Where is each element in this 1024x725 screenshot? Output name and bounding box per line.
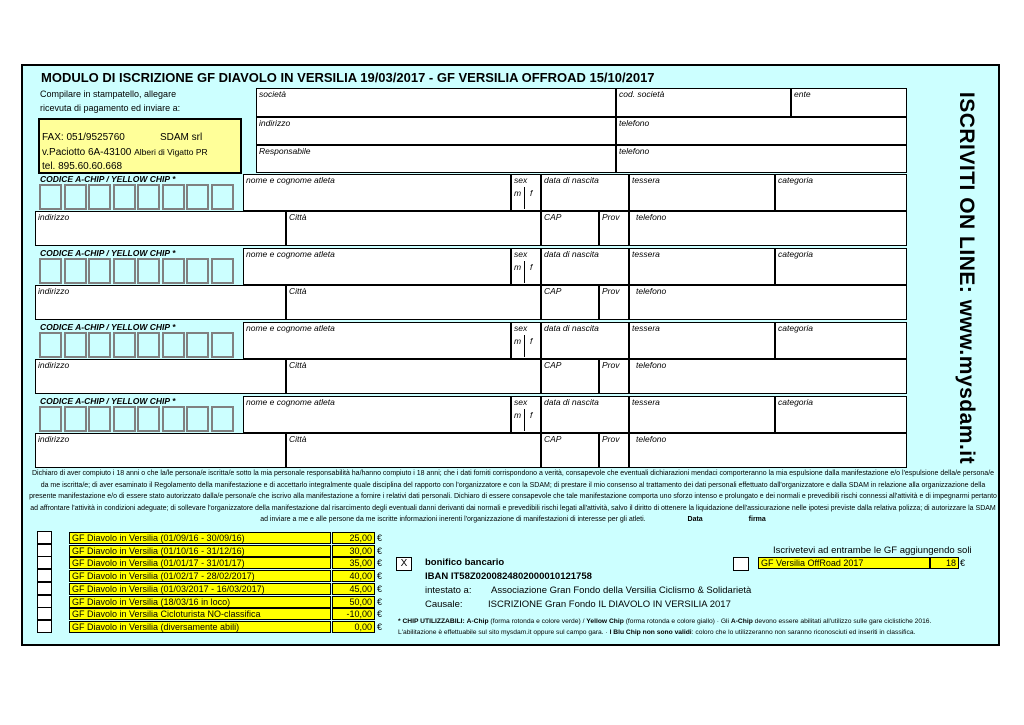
ente-label: ente — [794, 89, 811, 99]
athlete-card-field-2[interactable] — [629, 248, 775, 285]
beneficiary-label: intestato a: — [425, 585, 472, 596]
athlete-name-label: nome e cognome atleta — [246, 323, 335, 333]
price-option-checkbox-4[interactable] — [37, 569, 52, 582]
chip-code-digit-4-5[interactable] — [137, 406, 160, 432]
athlete-address-label: indirizzo — [38, 360, 70, 370]
contact-tel: tel. 895.60.60.668 — [42, 161, 123, 172]
chip-code-digit-4-7[interactable] — [186, 406, 209, 432]
price-option-label: GF Diavolo in Versilia (01/09/16 - 30/09/16) — [69, 532, 331, 544]
chip-code-digit-3-4[interactable] — [113, 332, 136, 358]
chip-code-digit-2-6[interactable] — [162, 258, 185, 284]
chip-code-digit-3-8[interactable] — [211, 332, 234, 358]
athlete-card-field-1[interactable] — [629, 174, 775, 211]
chip-code-digit-4-6[interactable] — [162, 406, 185, 432]
athlete-prov-label: Prov — [602, 212, 620, 222]
athlete-sex-label: sex — [514, 397, 528, 407]
beneficiary-name: Associazione Gran Fondo della Versilia Ciclismo & Solidarietà — [491, 585, 752, 596]
society-name-label: società — [259, 89, 286, 99]
chip-code-label: CODICE A-CHIP / YELLOW CHIP * — [40, 396, 176, 406]
chip-code-digit-1-5[interactable] — [137, 184, 160, 210]
athlete-card-label: tessera — [632, 323, 660, 333]
price-option-amount: 40,00 — [332, 570, 375, 582]
athlete-sex-m: m — [514, 188, 522, 198]
athlete-city-label: Città — [289, 360, 307, 370]
athlete-category-field-3[interactable] — [775, 322, 907, 359]
chip-code-digit-1-2[interactable] — [64, 184, 87, 210]
price-option-euro: € — [377, 621, 383, 632]
online-signup-banner — [941, 88, 991, 468]
offroad-option: GF Versilia OffRoad 2017 — [758, 557, 930, 569]
society-address-label: indirizzo — [259, 118, 291, 128]
online-signup-text: ISCRIVITI ON LINE: www.mysdam.it — [955, 91, 978, 465]
athlete-sex-field-2[interactable] — [511, 248, 541, 285]
athlete-phone-field-2[interactable] — [629, 285, 907, 320]
athlete-sex-field-4[interactable] — [511, 396, 541, 433]
athlete-prov-label: Prov — [602, 286, 620, 296]
chip-code-digit-4-2[interactable] — [64, 406, 87, 432]
athlete-category-field-4[interactable] — [775, 396, 907, 433]
date-label: Data — [687, 516, 703, 523]
contact-address-rest: Alberi di Vigatto PR — [134, 147, 208, 157]
society-code-label: cod. società — [619, 89, 665, 99]
price-option-amount: -10,00 — [332, 608, 375, 620]
athlete-birth-field-3[interactable] — [541, 322, 629, 359]
chip-code-digit-4-8[interactable] — [211, 406, 234, 432]
chip-note-bluchip: I Blu Chip non sono validi — [609, 629, 692, 636]
athlete-cap-field-3[interactable] — [541, 359, 599, 394]
athlete-card-label: tessera — [632, 175, 660, 185]
chip-code-digit-3-7[interactable] — [186, 332, 209, 358]
athlete-cap-label: CAP — [544, 212, 562, 222]
responsible-field[interactable] — [256, 145, 616, 173]
price-option-checkbox-6[interactable] — [37, 595, 52, 608]
athlete-category-label: categoria — [778, 397, 813, 407]
bank-transfer-checkbox[interactable]: X — [396, 557, 412, 571]
chip-code-digit-4-4[interactable] — [113, 406, 136, 432]
intro-text-line2: ricevuta di pagamento ed inviare a: — [40, 103, 181, 113]
price-option-euro: € — [377, 609, 383, 620]
society-phone-field[interactable] — [616, 117, 907, 145]
intro-text-line1: Compilare in stampatello, allegare — [40, 89, 177, 99]
athlete-phone-label: telefono — [636, 212, 667, 222]
athlete-sex-label: sex — [514, 323, 528, 333]
chip-code-label: CODICE A-CHIP / YELLOW CHIP * — [40, 174, 176, 184]
athlete-cap-label: CAP — [544, 286, 562, 296]
disclaimer-body: Dichiaro di aver compiuto i 18 anni o che la/le persona/e iscritta/e sotto la mia personale responsabilità ha/hanno compiuto i 18 anni; che i dati forniti corrispondono a verità, consapevole che eventuali dichiarazioni mendaci comporteranno la mia espulsione dalla manifestazione e/o l'espulsione della/e persona/e da me iscritta/e; di aver esaminato il Regolamento della manifestazione e di accettarlo integralmente quale disciplina del rapporto con l'organizzatore e con la SDAM; di prestare il mio consenso al trattamento dei dati personali effettuato dall'organizzatore e dalla SDAM in relazione alla organizzazione della presente manifestazione e/o di essere stato autorizzato dalla/e persona/e che iscrivo alla manifestazione a fornire i relativi dati personali. Dichiaro di essere consapevole che tale manifestazione comporta uno sforzo intenso e prolungato e dei normali e prevedibili rischi connessi all'attività e di impegnarmi pertanto ad affrontare l'attività in condizioni adeguate; di sollevare l'organizzatore della manifestazione dal risarcimento degli eventuali danni derivanti dai normali e prevedibili rischi legati all'attività, salvo il diritto di ottenere la liquidazione dell'assicurazione nelle ipotesi previste dalla relativa polizza; di autorizzare la SDAM ad inviare a me e alle persone da me iscritte informazioni inerenti l'organizzazione di manifestazioni di interesse per gli atleti. — [29, 470, 997, 523]
athlete-phone-field-3[interactable] — [629, 359, 907, 394]
athlete-address-label: indirizzo — [38, 286, 70, 296]
athlete-sex-field-1[interactable] — [511, 174, 541, 211]
athlete-city-label: Città — [289, 286, 307, 296]
chip-code-digit-2-7[interactable] — [186, 258, 209, 284]
athlete-city-field-3[interactable] — [286, 359, 541, 394]
chip-code-digit-1-8[interactable] — [211, 184, 234, 210]
athlete-phone-field-4[interactable] — [629, 433, 907, 468]
athlete-cap-field-1[interactable] — [541, 211, 599, 246]
athlete-phone-label: telefono — [636, 360, 667, 370]
price-option-euro: € — [377, 545, 383, 556]
athlete-cap-label: CAP — [544, 434, 562, 444]
price-option-label: GF Diavolo in Versilia (01/02/17 - 28/02/2017) — [69, 570, 331, 582]
form-title: MODULO DI ISCRIZIONE GF DIAVOLO IN VERSILIA 19/03/2017 - GF VERSILIA OFFROAD 15/10/2017 — [41, 70, 655, 85]
athlete-address-field-2[interactable] — [35, 285, 286, 320]
athlete-birth-label: data di nascita — [544, 323, 599, 333]
chip-code-digit-2-2[interactable] — [64, 258, 87, 284]
athlete-birth-field-2[interactable] — [541, 248, 629, 285]
price-option-checkbox-8[interactable] — [37, 620, 52, 633]
contact-fax: FAX: 051/9525760 — [42, 132, 125, 143]
athlete-card-field-3[interactable] — [629, 322, 775, 359]
chip-code-digit-1-1[interactable] — [39, 184, 62, 210]
chip-code-digit-2-1[interactable] — [39, 258, 62, 284]
athlete-card-label: tessera — [632, 397, 660, 407]
price-option-euro: € — [377, 571, 383, 582]
athlete-category-label: categoria — [778, 323, 813, 333]
contact-box — [38, 118, 242, 174]
athlete-sex-label: sex — [514, 249, 528, 259]
chip-code-label: CODICE A-CHIP / YELLOW CHIP * — [40, 248, 176, 258]
athlete-card-field-4[interactable] — [629, 396, 775, 433]
athlete-card-label: tessera — [632, 249, 660, 259]
athlete-prov-field-1[interactable] — [599, 211, 629, 246]
chip-note-achip-desc: (forma rotonda e colore verde) / — [490, 618, 585, 625]
chip-code-digit-3-3[interactable] — [88, 332, 111, 358]
athlete-address-field-1[interactable] — [35, 211, 286, 246]
chip-code-digit-1-4[interactable] — [113, 184, 136, 210]
athlete-sex-m: m — [514, 410, 522, 420]
athlete-birth-field-1[interactable] — [541, 174, 629, 211]
athlete-birth-field-4[interactable] — [541, 396, 629, 433]
chip-code-digit-3-5[interactable] — [137, 332, 160, 358]
chip-code-label: CODICE A-CHIP / YELLOW CHIP * — [40, 322, 176, 332]
price-option-checkbox-2[interactable] — [37, 544, 52, 557]
athlete-name-field-2[interactable] — [243, 248, 511, 285]
offroad-checkbox[interactable] — [733, 557, 749, 571]
price-option-checkbox-1[interactable] — [37, 531, 52, 544]
price-option-euro: € — [377, 558, 383, 569]
chip-code-digit-2-8[interactable] — [211, 258, 234, 284]
price-option-amount: 30,00 — [332, 545, 375, 557]
price-option-amount: 35,00 — [332, 557, 375, 569]
price-option-euro: € — [377, 583, 383, 594]
chip-code-digit-3-2[interactable] — [64, 332, 87, 358]
athlete-cap-field-4[interactable] — [541, 433, 599, 468]
registration-form — [21, 64, 1000, 646]
society-phone-label: telefono — [619, 118, 650, 128]
chip-code-digit-2-5[interactable] — [137, 258, 160, 284]
chip-code-digit-1-6[interactable] — [162, 184, 185, 210]
society-name-field[interactable] — [256, 88, 616, 117]
athlete-sex-f: f — [530, 262, 533, 272]
offroad-euro: € — [960, 558, 966, 568]
athlete-phone-label: telefono — [636, 434, 667, 444]
chip-note-enable-text: devono essere abilitati all'utilizzo sulle gare ciclistiche 2016. — [754, 618, 932, 625]
society-code-field[interactable] — [616, 88, 791, 117]
price-option-checkbox-7[interactable] — [37, 607, 52, 620]
athlete-name-field-3[interactable] — [243, 322, 511, 359]
athlete-cap-field-2[interactable] — [541, 285, 599, 320]
athlete-birth-label: data di nascita — [544, 249, 599, 259]
price-option-label: GF Diavolo in Versilia (01/01/17 - 31/01/17) — [69, 557, 331, 569]
chip-code-digit-4-1[interactable] — [39, 406, 62, 432]
chip-note-yellowchip-desc: (forma rotonda e colore giallo) · Gli — [625, 618, 730, 625]
price-option-label: GF Diavolo in Versilia Cicloturista NO-classifica — [69, 608, 331, 620]
chip-code-digit-1-7[interactable] — [186, 184, 209, 210]
contact-address-main: v.Paciotto 6A-43100 — [42, 147, 132, 158]
price-option-label: GF Diavolo in Versilia (01/10/16 - 31/12/16) — [69, 545, 331, 557]
price-option-amount: 25,00 — [332, 532, 375, 544]
athlete-category-field-2[interactable] — [775, 248, 907, 285]
chip-note-yellowchip: Yellow Chip — [586, 618, 624, 625]
price-option-amount: 50,00 — [332, 596, 375, 608]
athlete-name-label: nome e cognome atleta — [246, 175, 335, 185]
athlete-sex-f: f — [530, 410, 533, 420]
payment-method: bonifico bancario — [425, 557, 505, 568]
athlete-sex-f: f — [530, 336, 533, 346]
athlete-address-label: indirizzo — [38, 212, 70, 222]
price-option-euro: € — [377, 533, 383, 543]
athlete-phone-label: telefono — [636, 286, 667, 296]
athlete-sex-field-3[interactable] — [511, 322, 541, 359]
athlete-name-label: nome e cognome atleta — [246, 397, 335, 407]
athlete-prov-field-3[interactable] — [599, 359, 629, 394]
athlete-address-field-4[interactable] — [35, 433, 286, 468]
responsible-label: Responsabile — [259, 146, 311, 156]
price-option-checkbox-5[interactable] — [37, 582, 52, 595]
athlete-phone-field-1[interactable] — [629, 211, 907, 246]
athlete-prov-label: Prov — [602, 434, 620, 444]
chip-code-digit-2-4[interactable] — [113, 258, 136, 284]
athlete-name-field-1[interactable] — [243, 174, 511, 211]
iban: IBAN IT58Z0200824802000010121758 — [425, 571, 592, 582]
signature-label: firma — [748, 516, 766, 523]
chip-code-digit-1-3[interactable] — [88, 184, 111, 210]
athlete-sex-f: f — [530, 188, 533, 198]
athlete-sex-m: m — [514, 336, 522, 346]
athlete-address-label: indirizzo — [38, 434, 70, 444]
reason-label: Causale: — [425, 599, 463, 610]
contact-company: SDAM srl — [160, 132, 203, 143]
reason-text: ISCRIZIONE Gran Fondo IL DIAVOLO IN VERSILIA 2017 — [488, 599, 731, 610]
responsible-phone-field[interactable] — [616, 145, 907, 173]
chip-code-digit-2-3[interactable] — [88, 258, 111, 284]
athlete-category-field-1[interactable] — [775, 174, 907, 211]
athlete-sex-label: sex — [514, 175, 528, 185]
price-option-label: GF Diavolo in Versilia (diversamente abili) — [69, 621, 331, 633]
chip-code-digit-3-6[interactable] — [162, 332, 185, 358]
chip-code-digit-3-1[interactable] — [39, 332, 62, 358]
disclaimer-text — [29, 468, 997, 526]
society-address-field[interactable] — [256, 117, 616, 145]
price-option-checkbox-3[interactable] — [37, 556, 52, 569]
athlete-prov-field-4[interactable] — [599, 433, 629, 468]
chip-note-achip: A-Chip — [466, 618, 489, 625]
athlete-city-field-1[interactable] — [286, 211, 541, 246]
athlete-prov-field-2[interactable] — [599, 285, 629, 320]
price-option-label: GF Diavolo in Versilia (18/03/16 in loco) — [69, 596, 331, 608]
athlete-city-field-2[interactable] — [286, 285, 541, 320]
athlete-name-label: nome e cognome atleta — [246, 249, 335, 259]
athlete-category-label: categoria — [778, 175, 813, 185]
price-option-euro: € — [377, 596, 383, 607]
athlete-city-label: Città — [289, 212, 307, 222]
price-option-label: GF Diavolo in Versilia (01/03/2017 - 16/03/2017) — [69, 583, 331, 595]
athlete-city-label: Città — [289, 434, 307, 444]
chip-note-heading: * CHIP UTILIZZABILI: — [398, 618, 465, 625]
athlete-birth-label: data di nascita — [544, 175, 599, 185]
responsible-phone-label: telefono — [619, 146, 650, 156]
athlete-city-field-4[interactable] — [286, 433, 541, 468]
price-option-amount: 45,00 — [332, 583, 375, 595]
chip-note-line2 — [398, 629, 915, 636]
offroad-note: Iscrivetevi ad entrambe le GF aggiungendo soli — [773, 545, 972, 556]
athlete-name-field-4[interactable] — [243, 396, 511, 433]
ente-field[interactable] — [791, 88, 907, 117]
athlete-sex-m: m — [514, 262, 522, 272]
athlete-cap-label: CAP — [544, 360, 562, 370]
athlete-address-field-3[interactable] — [35, 359, 286, 394]
chip-note-achip-2: A-Chip — [730, 618, 753, 625]
athlete-birth-label: data di nascita — [544, 397, 599, 407]
chip-note-enable-site: L'abilitazione è effettuabile sul sito mysdam.it oppure sul campo gara. · — [398, 629, 608, 636]
chip-code-digit-4-3[interactable] — [88, 406, 111, 432]
chip-note-line1 — [398, 618, 931, 625]
chip-note-bluchip-desc: : coloro che lo utilizzeranno non saranno riconosciuti ed inseriti in classifica. — [691, 629, 916, 636]
athlete-prov-label: Prov — [602, 360, 620, 370]
price-option-amount: 0,00 — [332, 621, 375, 633]
offroad-price: 18 — [930, 557, 959, 569]
athlete-category-label: categoria — [778, 249, 813, 259]
